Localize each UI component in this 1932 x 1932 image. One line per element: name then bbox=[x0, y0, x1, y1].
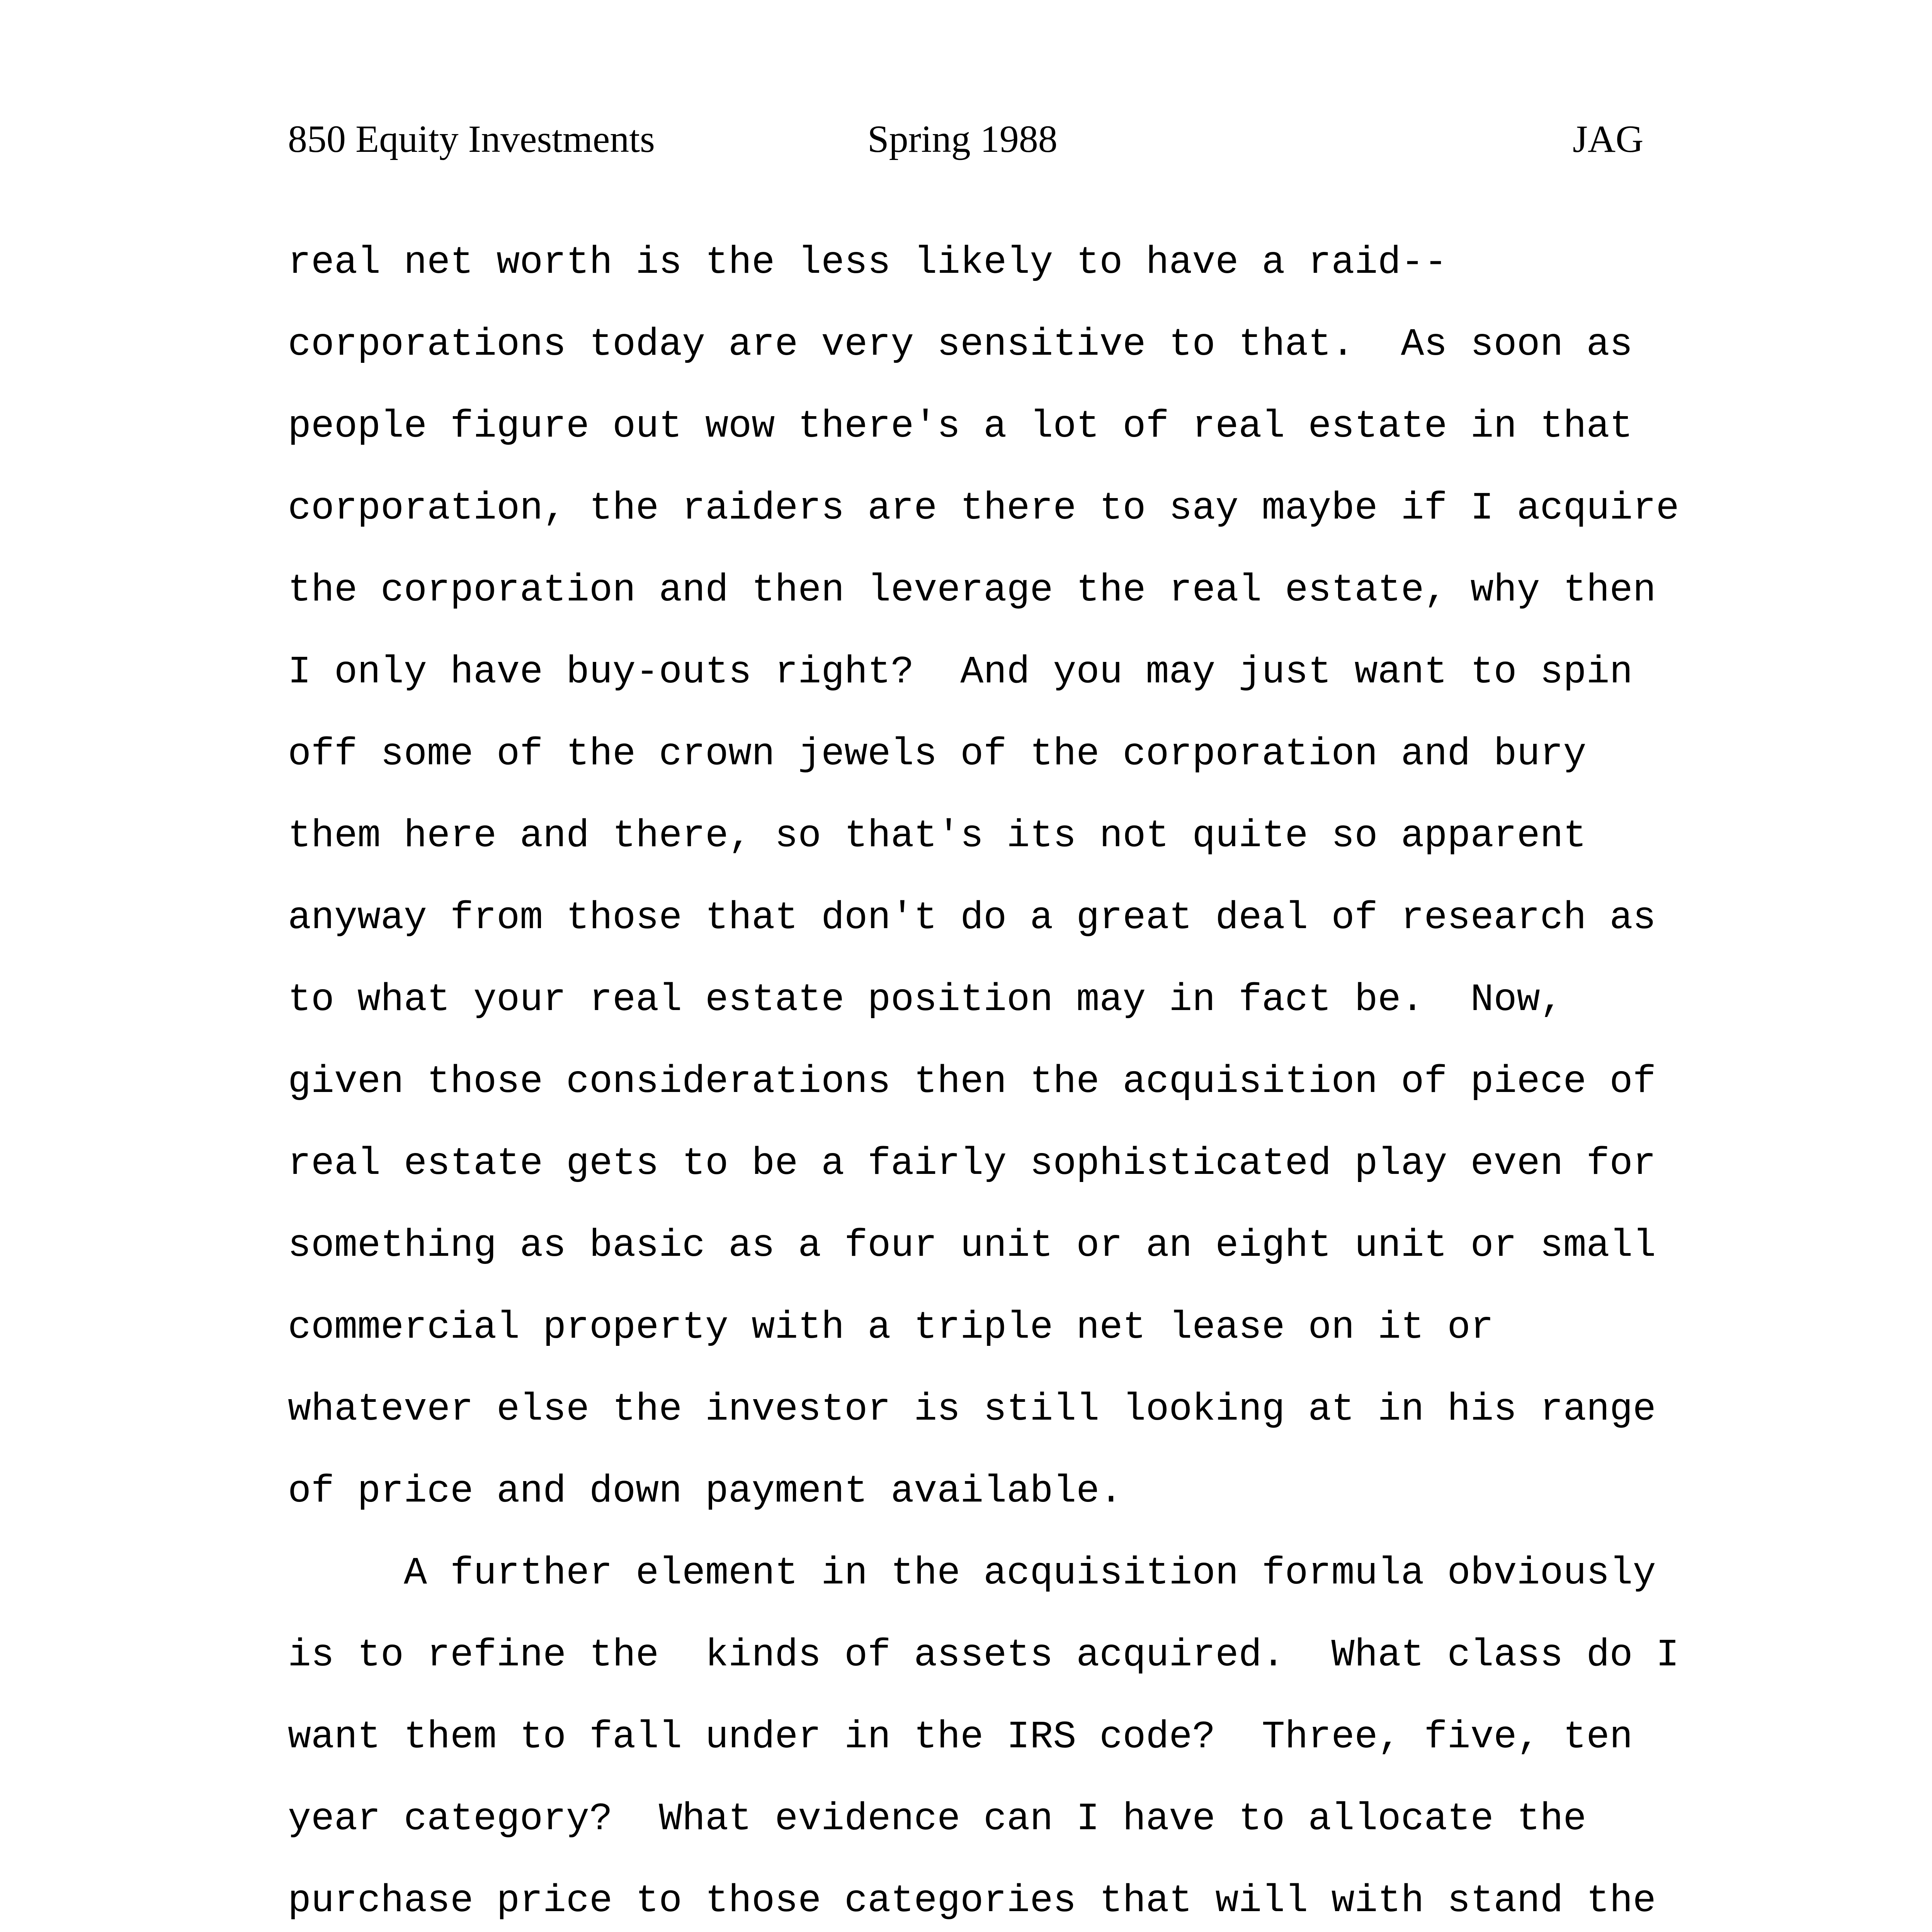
text-line: I only have buy-outs right? And you may just want to spin bbox=[288, 651, 1633, 694]
text-line: given those considerations then the acquisition of piece of bbox=[288, 1060, 1656, 1104]
text-line: people figure out wow there's a lot of real estate in that bbox=[288, 405, 1633, 449]
text-line: is to refine the kinds of assets acquired. What class do I bbox=[288, 1634, 1679, 1677]
text-line: something as basic as a four unit or an eight unit or small bbox=[288, 1224, 1656, 1268]
text-line: real estate gets to be a fairly sophisticated play even for bbox=[288, 1142, 1656, 1186]
page-header bbox=[0, 112, 1932, 174]
text-line: off some of the crown jewels of the corporation and bury bbox=[288, 733, 1587, 776]
text-line: anyway from those that don't do a great deal of research as bbox=[288, 896, 1656, 940]
text-line: of price and down payment available. bbox=[288, 1470, 1123, 1514]
text-line: A further element in the acquisition formula obviously bbox=[288, 1552, 1656, 1595]
transcript-body bbox=[288, 222, 1718, 1932]
text-line: them here and there, so that's its not quite so apparent bbox=[288, 815, 1587, 858]
term-label: Spring 1988 bbox=[867, 117, 1058, 160]
text-line: whatever else the investor is still looking at in his range bbox=[288, 1388, 1656, 1432]
text-line: commercial property with a triple net lease on it or bbox=[288, 1306, 1494, 1350]
text-line: corporation, the raiders are there to say maybe if I acquire bbox=[288, 487, 1679, 531]
author-initials: JAG bbox=[1573, 117, 1644, 160]
text-line: corporations today are very sensitive to that. As soon as bbox=[288, 323, 1633, 367]
course-title: 850 Equity Investments bbox=[288, 117, 655, 160]
text-line: the corporation and then leverage the real estate, why then bbox=[288, 569, 1656, 612]
text-line: real net worth is the less likely to have a raid-- bbox=[288, 241, 1447, 285]
text-line: year category? What evidence can I have to allocate the bbox=[288, 1798, 1587, 1841]
text-line: to what your real estate position may in fact be. Now, bbox=[288, 978, 1563, 1022]
text-line: want them to fall under in the IRS code? Three, five, ten bbox=[288, 1716, 1633, 1759]
text-line: purchase price to those categories that will with stand the bbox=[288, 1879, 1656, 1923]
